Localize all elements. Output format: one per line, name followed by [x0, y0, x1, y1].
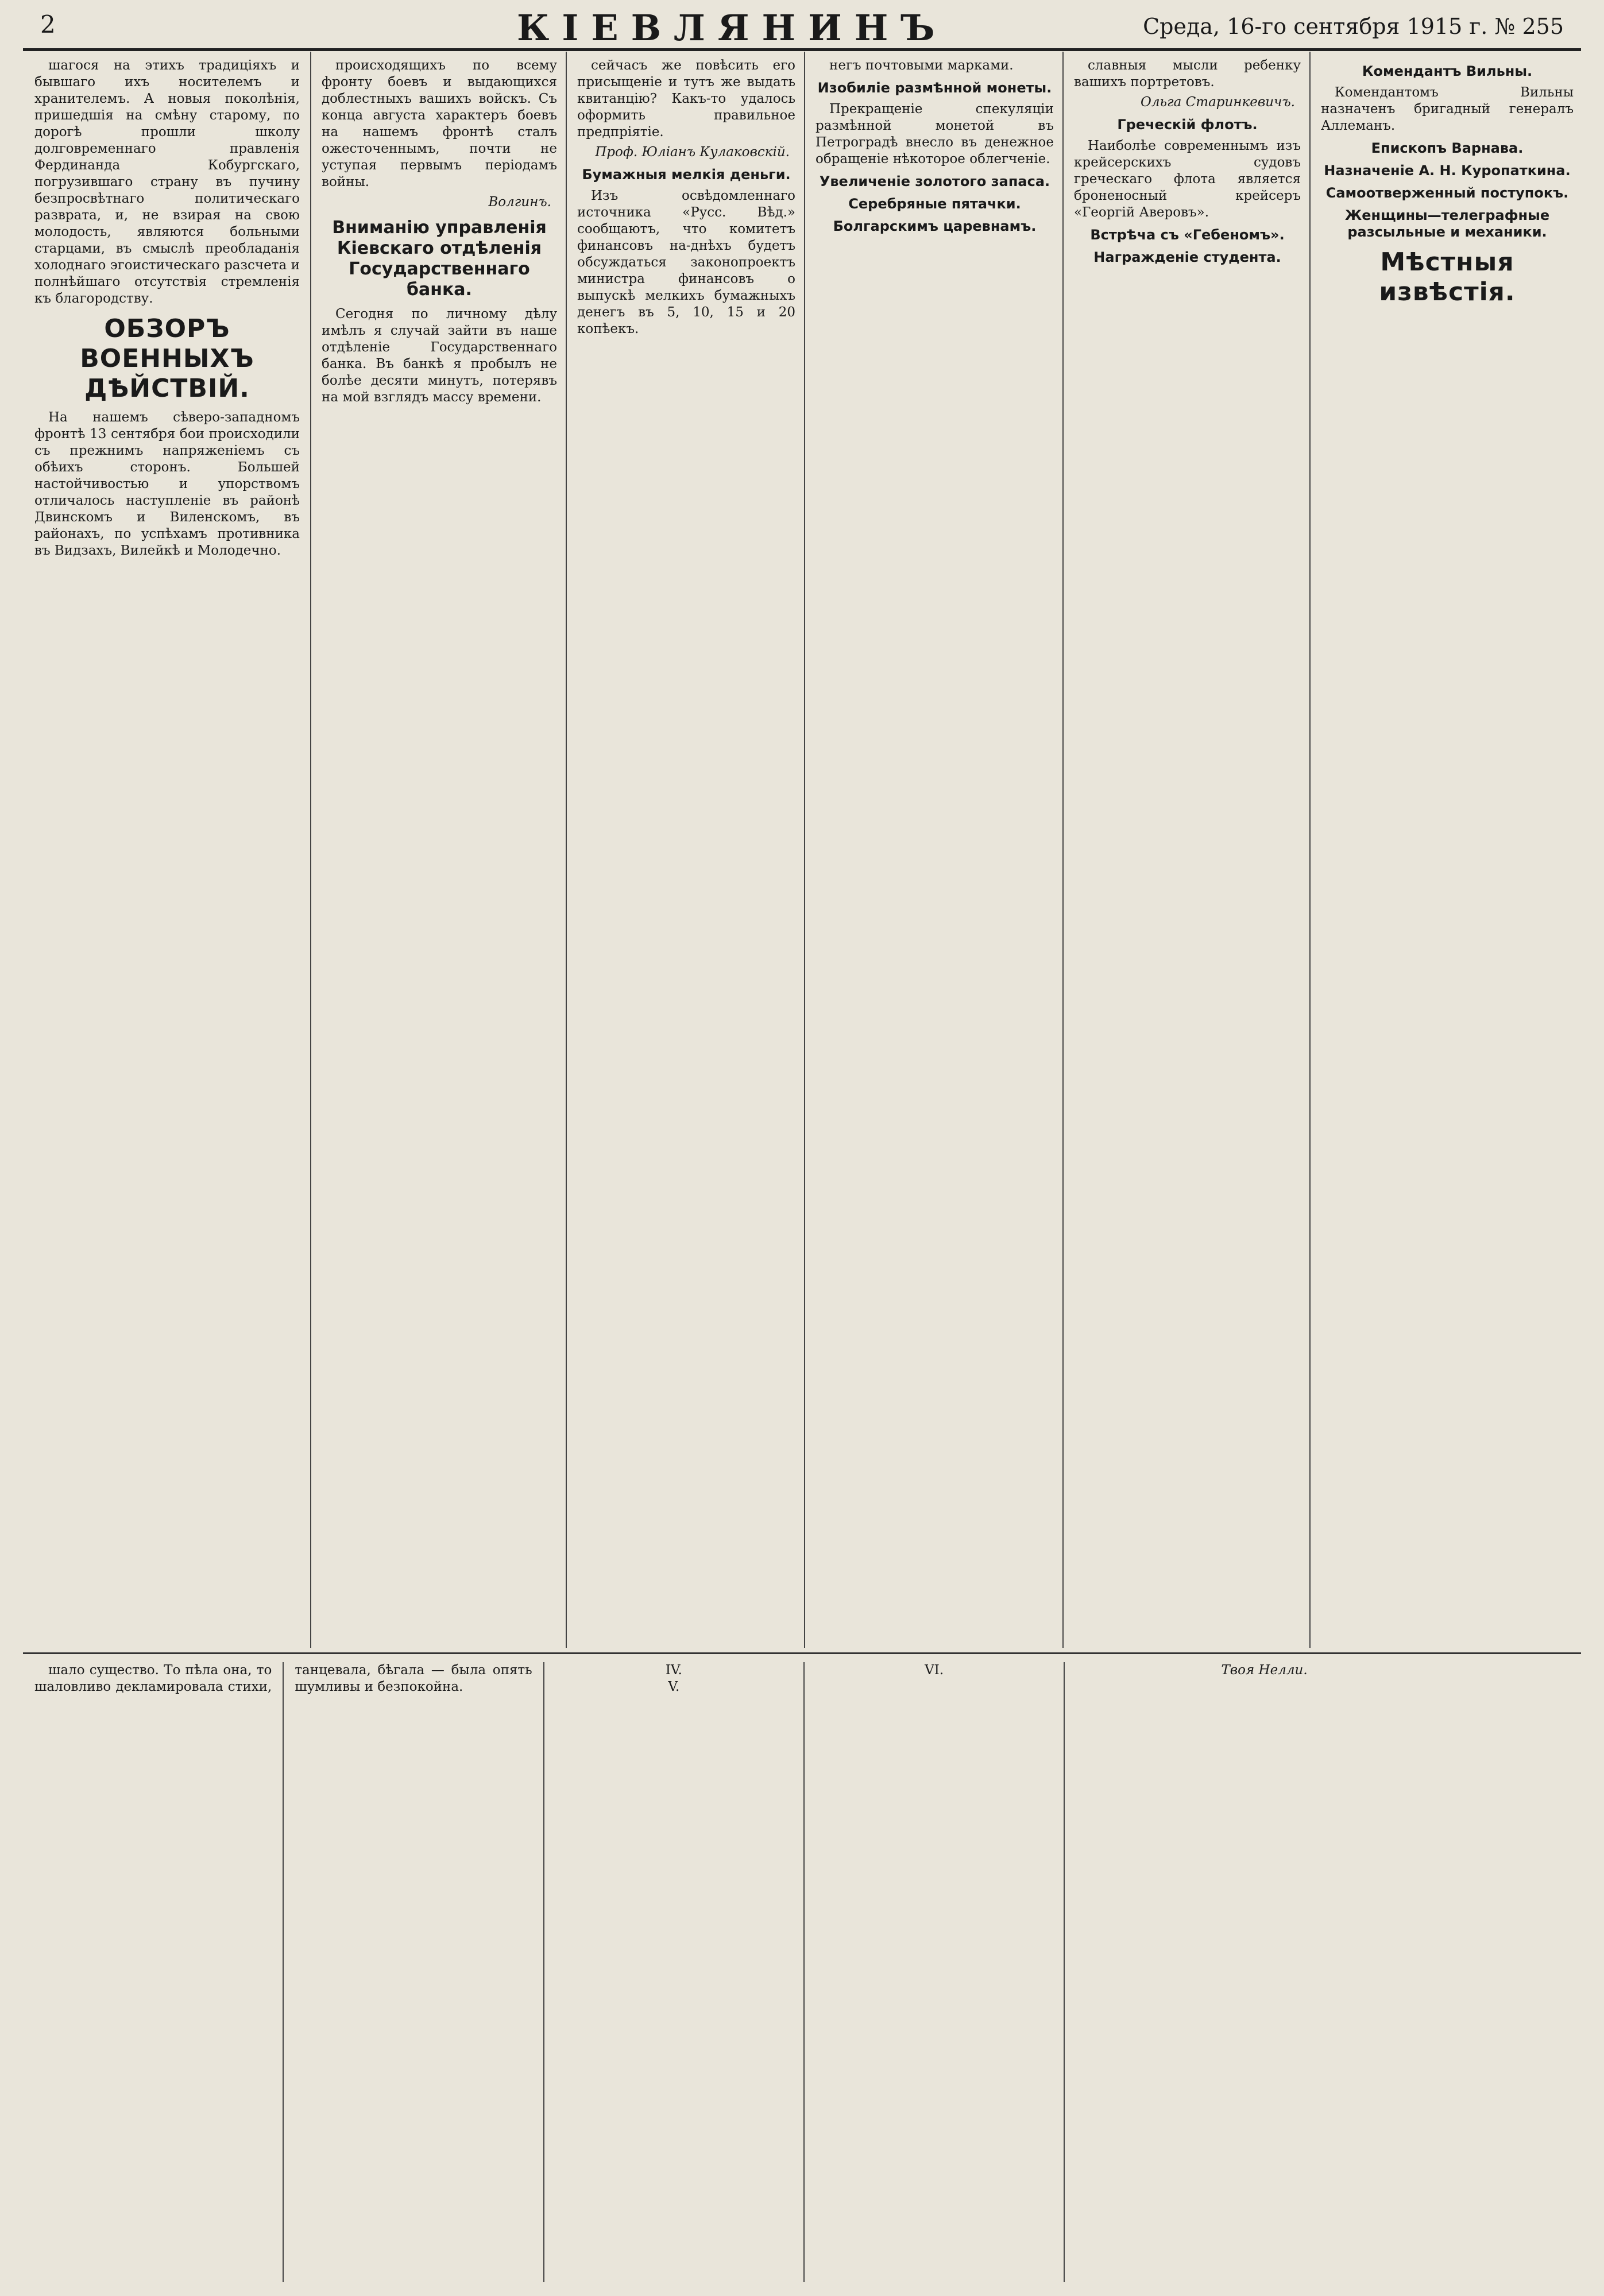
- issue-date: Среда, 16-го сентября 1915 г. № 255: [1143, 14, 1564, 39]
- column-6: [1321, 57, 1574, 1648]
- column-divider: [1062, 52, 1064, 1648]
- article-text: Прекращеніе спекуляціи размѣнной монетой въ Петроградѣ внесло въ денежное обращеніе нѣкоторое облегченіе.: [815, 102, 1054, 167]
- section-number: VI.: [925, 1663, 944, 1678]
- article-text: На нашемъ сѣверо-западномъ фронтѣ 13 сентября бои происходили съ прежнимъ напряженіемъ съ обѣихъ сторонъ. Большей настойчивостью и упорствомъ отличалось наступленіе въ районѣ Двинскомъ и Виленскомъ, въ районахъ, по успѣхамъ противника въ Видзахъ, Вилейкѣ и Молодечно.: [34, 410, 300, 558]
- article-text: Комендантомъ Вильны назначенъ бригадный генералъ Аллеманъ.: [1321, 85, 1574, 133]
- section-number: V.: [668, 1679, 680, 1694]
- article-heading: Встрѣча съ «Гебеномъ».: [1090, 227, 1285, 243]
- signature: Проф. Юліанъ Кулаковскій.: [595, 145, 790, 160]
- article-heading: Вниманію управленія Кіевскаго отдѣленія Государственнаго банка.: [332, 218, 547, 300]
- article-heading: Серебряные пятачки.: [848, 196, 1021, 212]
- article-heading: Бумажныя мелкія деньги.: [582, 167, 791, 183]
- article-text: Наиболѣе современнымъ изъ крейсерскихъ судовъ греческаго флота является броненосный крейсеръ «Георгій Аверовъ».: [1074, 138, 1301, 220]
- column-divider: [1309, 52, 1311, 1648]
- article-heading: Епископъ Варнава.: [1371, 140, 1524, 156]
- column-2: [322, 57, 557, 1648]
- article-text: Сегодня по личному дѣлу имѣлъ я случай зайти въ наше отдѣленіе Государственнаго банка. Въ банкѣ я пробылъ не болѣе десяти минутъ, потерявъ на мой взглядъ массу времени.: [322, 307, 557, 405]
- signature: Волгинъ.: [488, 195, 551, 210]
- masthead: [23, 0, 1581, 49]
- article-heading: Увеличеніе золотого запаса.: [819, 173, 1050, 189]
- article-text: происходящихъ по всему фронту боевъ и выдающихся доблестныхъ вашихъ войскъ. Съ конца августа характеръ боевъ на нашемъ фронтѣ сталъ ожесточеннымъ, почти не уступая первымъ періодамъ войны.: [322, 58, 557, 189]
- article-heading: Изобиліе размѣнной монеты.: [817, 80, 1052, 96]
- signature: Ольга Старинкевичъ.: [1141, 95, 1295, 110]
- column-5: [1074, 57, 1301, 1648]
- column-divider: [566, 52, 567, 1648]
- article-heading: Награжденіе студента.: [1093, 249, 1281, 265]
- article-text: Изъ освѣдомленнаго источника «Русс. Вѣд.» сообщаютъ, что комитетъ финансовъ на-днѣхъ будетъ обсуждаться законопроектъ министра финансовъ о выпускѣ мелкихъ бумажныхъ денегъ въ 5, 10, 15 и 20 копѣекъ.: [577, 188, 795, 336]
- feuilleton-signature: Твоя Нелли.: [1221, 1663, 1308, 1678]
- column-1: [34, 57, 300, 1648]
- article-heading: Комендантъ Вильны.: [1362, 63, 1533, 79]
- article-text: шагося на этихъ традиціяхъ и бывшаго ихъ носителемъ и хранителемъ. А новыя поколѣнія, пришедшія на смѣну старому, по дорогѣ прошли школу долговременнаго правленія Фердинанда Кобургскаго, погрузившаго страну въ пучину безпросвѣтнаго политическаго разврата, и, не взирая на свою молодость, являются больными старцами, въ смыслѣ преобладанія холоднаго эгоистическаго разсчета и полнѣйшаго отсутствія стремленія къ благородству.: [34, 58, 300, 306]
- article-text: славныя мысли ребенку вашихъ портретовъ.: [1074, 58, 1301, 90]
- feuilleton-rule: [23, 1652, 1581, 1654]
- feuilleton-text: шало существо. То пѣла она, то шаловливо декламировала стихи, танцевала, бѣгала — была опять шумливы и безпокойна.: [34, 1663, 532, 1694]
- article-heading: Женщины—телеграфные разсыльные и механики.: [1344, 207, 1550, 240]
- column-divider: [310, 52, 311, 1648]
- article-heading: Назначеніе А. Н. Куропаткина.: [1324, 162, 1571, 179]
- article-heading: Болгарскимъ царевнамъ.: [833, 218, 1037, 234]
- header-rule: [23, 48, 1581, 51]
- newspaper-title: КІЕВЛЯНИНЪ: [517, 7, 948, 49]
- column-divider: [804, 52, 805, 1648]
- section-heading: Мѣстныя извѣстія.: [1379, 247, 1516, 307]
- section-heading: ОБЗОРЪ ВОЕННЫХЪ ДѢЙСТВІЙ.: [80, 314, 254, 403]
- article-heading: Греческій флотъ.: [1117, 117, 1258, 133]
- column-4: [815, 57, 1054, 1648]
- column-3: [577, 57, 795, 1648]
- page-number: 2: [40, 10, 56, 38]
- section-number: IV.: [665, 1663, 682, 1678]
- article-text: сейчасъ же повѣсить его присыщеніе и тутъ же выдать квитанцію? Какъ-то удалось оформить правильное предпріятіе.: [577, 58, 795, 140]
- article-text: негъ почтовыми марками.: [829, 58, 1014, 73]
- feuilleton: [34, 1662, 1574, 2282]
- article-heading: Самоотверженный поступокъ.: [1325, 185, 1569, 201]
